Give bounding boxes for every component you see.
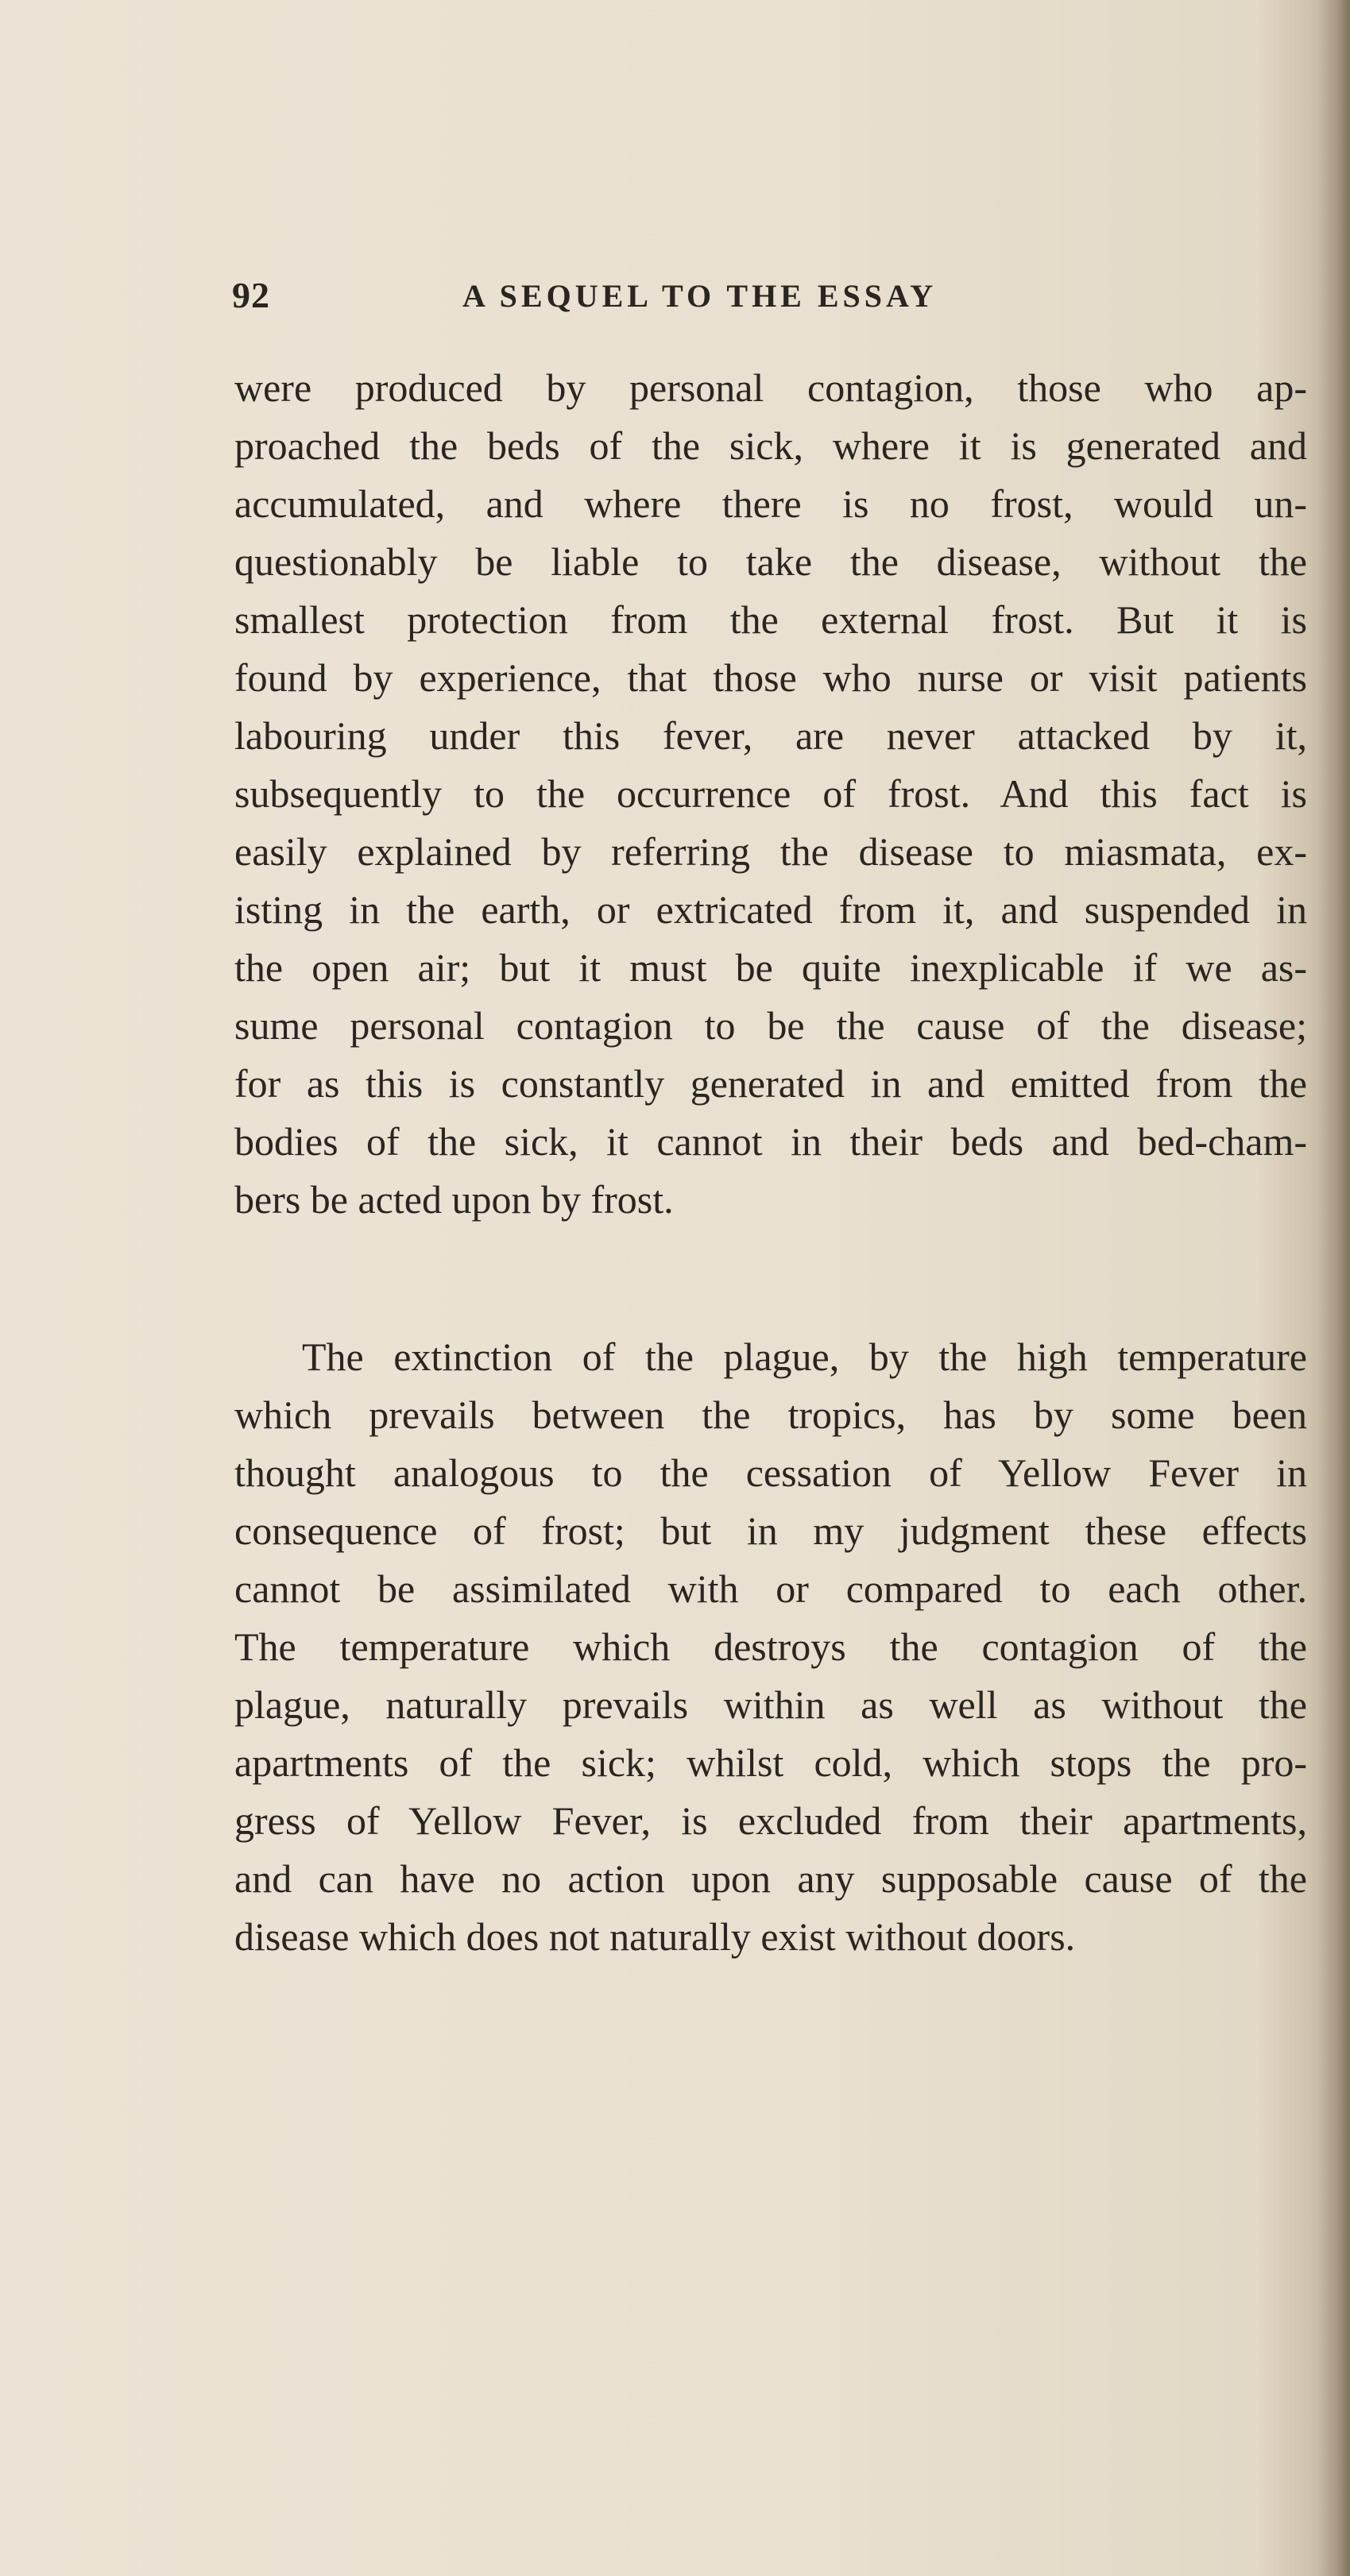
text-line: thought analogous to the cessation of Yellow Fever in bbox=[234, 1450, 1307, 1495]
text-line: plague, naturally prevails within as well as without the bbox=[234, 1682, 1307, 1727]
text-line: easily explained by referring the disease to miasmata, ex- bbox=[234, 829, 1307, 874]
text-line: gress of Yellow Fever, is excluded from their apartments, bbox=[234, 1798, 1307, 1843]
text-line: found by experience, that those who nurse or visit patients bbox=[234, 655, 1307, 700]
text-line: bers be acted upon by frost. bbox=[234, 1177, 674, 1222]
text-line: labouring under this fever, are never attacked by it, bbox=[234, 713, 1307, 758]
text-line: isting in the earth, or extricated from it, and suspended in bbox=[234, 887, 1307, 932]
text-line: smallest protection from the external frost. But it is bbox=[234, 597, 1307, 642]
text-line: bodies of the sick, it cannot in their beds and bed-cham- bbox=[234, 1119, 1307, 1164]
text-line: for as this is constantly generated in and emitted from the bbox=[234, 1061, 1307, 1106]
text-line: which prevails between the tropics, has by some been bbox=[234, 1392, 1307, 1437]
text-line: questionably be liable to take the disease, without the bbox=[234, 539, 1307, 584]
text-line: proached the beds of the sick, where it is generated and bbox=[234, 423, 1307, 468]
running-head bbox=[232, 274, 1209, 322]
text-line: sume personal contagion to be the cause of the disease; bbox=[234, 1003, 1307, 1048]
text-line: subsequently to the occurrence of frost. And this fact is bbox=[234, 771, 1307, 816]
running-head-title: A SEQUEL TO THE ESSAY bbox=[462, 278, 938, 314]
text-line: the open air; but it must be quite inexplicable if we as- bbox=[234, 945, 1307, 990]
text-line: The extinction of the plague, by the high temperature bbox=[302, 1334, 1307, 1379]
text-line: cannot be assimilated with or compared to each other. bbox=[234, 1566, 1307, 1611]
text-line: The temperature which destroys the contagion of the bbox=[234, 1624, 1307, 1669]
paragraph-gap bbox=[234, 1229, 1307, 1328]
body-text bbox=[234, 359, 1307, 1966]
text-line: were produced by personal contagion, those who ap- bbox=[234, 365, 1307, 410]
text-line: and can have no action upon any supposable cause of the bbox=[234, 1856, 1307, 1901]
page-edge-shadow bbox=[1318, 0, 1350, 2576]
text-line: disease which does not naturally exist without doors. bbox=[234, 1914, 1076, 1959]
text-line: accumulated, and where there is no frost, would un- bbox=[234, 481, 1307, 526]
paragraph-2 bbox=[234, 1328, 1307, 1966]
paragraph-1 bbox=[234, 359, 1307, 1229]
page-number: 92 bbox=[232, 275, 270, 315]
text-line: apartments of the sick; whilst cold, which stops the pro- bbox=[234, 1740, 1307, 1785]
text-line: consequence of frost; but in my judgment these effects bbox=[234, 1508, 1307, 1553]
